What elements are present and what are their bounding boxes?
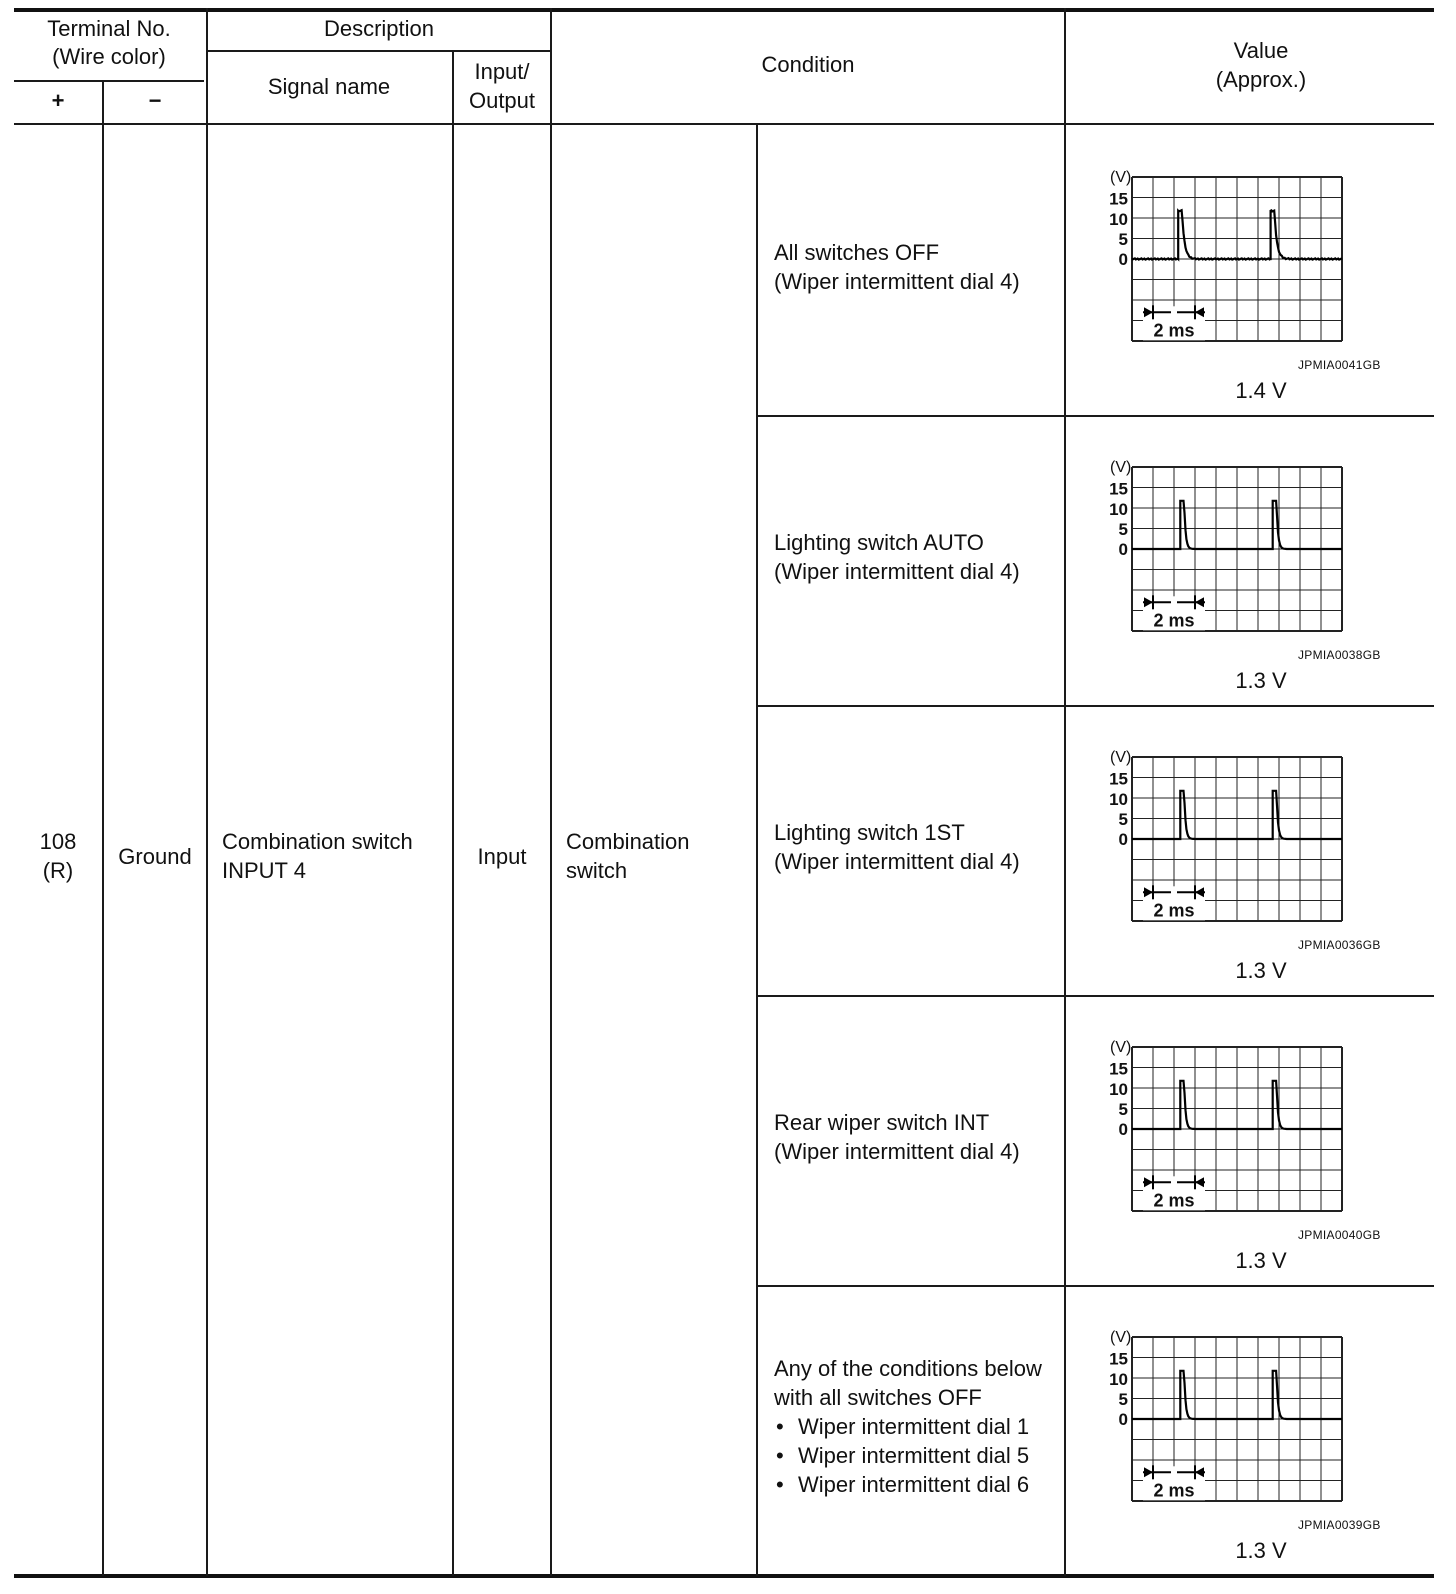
bullet-icon: •: [776, 1472, 784, 1497]
condition-row-divider-2: [758, 705, 1434, 707]
y-tick-label: 10: [1109, 1079, 1128, 1099]
y-tick-label: 0: [1118, 540, 1128, 559]
time-scale-label: 2 ms: [1153, 1190, 1195, 1211]
condition-5-bullet-2-text: Wiper intermittent dial 5: [798, 1443, 1030, 1468]
col-divider-signal: [206, 8, 208, 1576]
header-input-output-2: Output: [468, 88, 536, 113]
condition-5: [774, 1354, 1074, 1499]
y-tick-label: 5: [1118, 809, 1128, 829]
y-tick-label: 0: [1118, 1410, 1128, 1429]
condition-1: [774, 238, 1074, 296]
y-tick-label: 5: [1118, 1389, 1128, 1409]
condition-2-line-2: (Wiper intermittent dial 4): [774, 559, 1020, 584]
condition-4: [774, 1108, 1074, 1166]
condition-3-line-1: Lighting switch 1ST: [774, 820, 965, 845]
header-input-output-1: Input/: [474, 59, 530, 84]
time-scale-label: 2 ms: [1153, 900, 1195, 921]
terminal-subheader-line: [14, 80, 204, 82]
condition-2: [774, 528, 1074, 586]
y-tick-label: 15: [1109, 1059, 1128, 1079]
header-value-1: Value: [1233, 38, 1289, 63]
header-plus: +: [51, 88, 65, 113]
table-top-border: [14, 8, 1434, 12]
description-subheader-line: [206, 50, 552, 52]
condition-row-divider-3: [758, 995, 1434, 997]
axis-unit-label: (V): [1110, 1039, 1132, 1056]
signal-name-line-1: Combination switch: [222, 829, 413, 854]
header-signal-name: Signal name: [267, 74, 391, 99]
value-4: 1.3 V: [1235, 1248, 1287, 1273]
y-tick-label: 0: [1118, 250, 1128, 269]
condition-group-line-2: switch: [566, 858, 628, 883]
condition-group-line-1: Combination: [566, 829, 690, 854]
figure-code-2: JPMIA0038GB: [1298, 648, 1381, 662]
axis-unit-label: (V): [1110, 459, 1132, 476]
condition-5-line-2: with all switches OFF: [774, 1385, 982, 1410]
condition-2-line-1: Lighting switch AUTO: [774, 530, 984, 555]
header-description: Description: [323, 16, 435, 41]
value-5: 1.3 V: [1235, 1538, 1287, 1563]
header-value-2: (Approx.): [1215, 67, 1307, 92]
y-tick-label: 0: [1118, 1120, 1128, 1139]
condition-3-line-2: (Wiper intermittent dial 4): [774, 849, 1020, 874]
minus-terminal-ground: Ground: [118, 844, 192, 869]
value-3: 1.3 V: [1235, 958, 1287, 983]
condition-5-bullet-3-text: Wiper intermittent dial 6: [798, 1472, 1030, 1497]
time-scale-label: 2 ms: [1153, 610, 1195, 631]
header-condition: Condition: [761, 52, 855, 77]
condition-5-bullet-2: [774, 1441, 1074, 1470]
terminal-number: 108: [39, 829, 77, 854]
figure-code-4: JPMIA0040GB: [1298, 1228, 1381, 1242]
header-terminal-no: Terminal No.: [47, 16, 171, 41]
condition-5-line-1: Any of the conditions below: [774, 1356, 1042, 1381]
y-tick-label: 15: [1109, 769, 1128, 789]
y-tick-label: 5: [1118, 229, 1128, 249]
terminal-wire-color: (R): [42, 858, 74, 883]
figure-code-5: JPMIA0039GB: [1298, 1518, 1381, 1532]
condition-1-line-2: (Wiper intermittent dial 4): [774, 269, 1020, 294]
condition-4-line-2: (Wiper intermittent dial 4): [774, 1139, 1020, 1164]
bullet-icon: •: [776, 1443, 784, 1468]
col-divider-plus-minus: [102, 82, 104, 1576]
y-tick-label: 10: [1109, 499, 1128, 519]
header-bottom-border: [14, 123, 1434, 125]
io-direction: Input: [477, 844, 527, 869]
axis-unit-label: (V): [1110, 749, 1132, 766]
condition-3: [774, 818, 1074, 876]
y-tick-label: 15: [1109, 1349, 1128, 1369]
condition-row-divider-4: [758, 1285, 1434, 1287]
col-divider-condition: [550, 8, 552, 1576]
y-tick-label: 15: [1109, 479, 1128, 499]
condition-5-bullet-3: [774, 1470, 1074, 1499]
axis-unit-label: (V): [1110, 1329, 1132, 1346]
y-tick-label: 5: [1118, 519, 1128, 539]
time-scale-label: 2 ms: [1153, 320, 1195, 341]
condition-row-divider-1: [758, 415, 1434, 417]
condition-4-line-1: Rear wiper switch INT: [774, 1110, 990, 1135]
y-tick-label: 10: [1109, 789, 1128, 809]
time-scale-label: 2 ms: [1153, 1480, 1195, 1501]
axis-unit-label: (V): [1110, 169, 1132, 186]
header-minus: −: [148, 88, 162, 113]
header-wire-color: (Wire color): [52, 44, 166, 69]
figure-code-1: JPMIA0041GB: [1298, 358, 1381, 372]
col-divider-io: [452, 50, 454, 1576]
y-tick-label: 15: [1109, 189, 1128, 209]
col-divider-condition-detail: [756, 123, 758, 1576]
figure-code-3: JPMIA0036GB: [1298, 938, 1381, 952]
y-tick-label: 10: [1109, 209, 1128, 229]
condition-5-bullet-1-text: Wiper intermittent dial 1: [798, 1414, 1030, 1439]
value-1: 1.4 V: [1235, 378, 1287, 403]
signal-name-line-2: INPUT 4: [222, 858, 306, 883]
y-tick-label: 5: [1118, 1099, 1128, 1119]
y-tick-label: 10: [1109, 1369, 1128, 1389]
value-2: 1.3 V: [1235, 668, 1287, 693]
condition-5-bullet-1: [774, 1412, 1074, 1441]
y-tick-label: 0: [1118, 830, 1128, 849]
condition-1-line-1: All switches OFF: [774, 240, 940, 265]
bullet-icon: •: [776, 1414, 784, 1439]
